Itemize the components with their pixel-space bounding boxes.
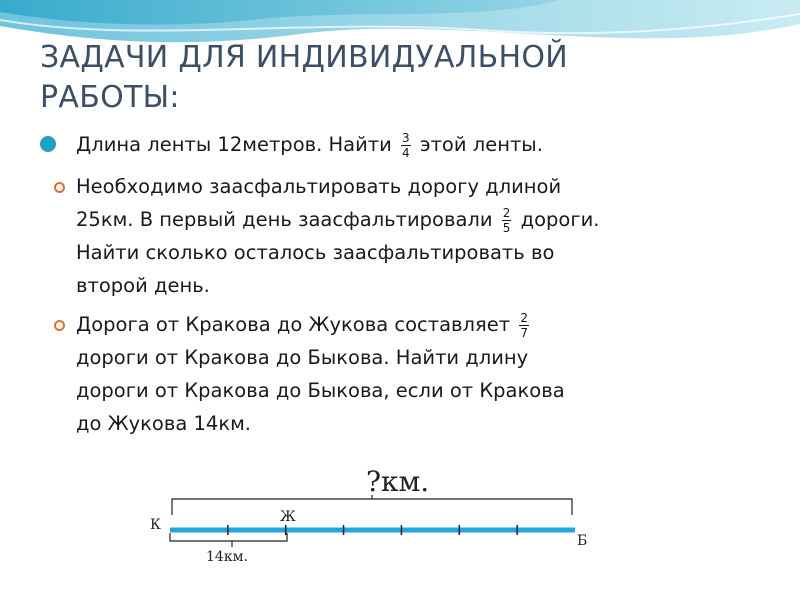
segment-brace [170, 533, 287, 547]
teal-bullet-icon [40, 136, 56, 152]
segment-length-label: 14км. [206, 549, 248, 565]
task-3-line-1 [52, 308, 565, 341]
fraction-denominator: 4 [402, 146, 410, 160]
task-item-3 [52, 308, 565, 440]
slide-title [40, 38, 760, 118]
task-2-text-b: 25км. В первый день заасфальтировали [76, 208, 493, 231]
fraction-numerator: 3 [402, 131, 410, 145]
task-3-line-4 [52, 407, 565, 440]
start-point-label: К [150, 517, 161, 533]
task-2-line-1 [52, 170, 599, 203]
task-2-text-a: Необходимо заасфальтировать дорогу длиной [76, 175, 562, 198]
fraction-numerator: 2 [502, 206, 511, 220]
task-3-text-a: Дорога от Кракова до Жукова составляет [76, 313, 511, 336]
task-2-line-2 [52, 203, 599, 236]
slide-title-line-1: ЗАДАЧИ ДЛЯ ИНДИВИДУАЛЬНОЙ [40, 40, 569, 75]
total-length-label: ?км. [366, 465, 430, 498]
task-1-text-b: этой ленты. [419, 133, 543, 156]
task-2-text-e: второй день. [76, 274, 210, 297]
task-3-text-b: дороги от Кракова до Быкова. Найти длину [76, 346, 529, 369]
task-2-text-c: дороги. [520, 208, 600, 231]
fraction-numerator: 2 [520, 311, 528, 325]
task-2-line-3 [52, 236, 599, 269]
task-2-line-4 [52, 269, 599, 302]
task-1-line-1 [52, 128, 543, 161]
circle-bullet-icon [54, 320, 65, 331]
fraction-2-7 [519, 312, 529, 339]
circle-bullet-icon [54, 182, 65, 193]
fraction-denominator: 5 [502, 221, 511, 235]
task-3-text-d: до Жукова 14км. [76, 412, 252, 435]
mid-point-label: Ж [280, 509, 296, 525]
fraction-3-4 [401, 132, 411, 159]
task-1-text-a: Длина ленты 12метров. Найти [76, 133, 392, 156]
slide-title-line-2: РАБОТЫ: [40, 80, 180, 115]
task-2-text-d: Найти сколько осталось заасфальтировать во [76, 241, 555, 264]
task-item-2 [52, 170, 599, 302]
task-3-line-3 [52, 374, 565, 407]
task-3-line-2 [52, 341, 565, 374]
task-item-1 [52, 128, 543, 161]
end-point-label: Б [577, 533, 588, 549]
segment-diagram [140, 455, 620, 585]
fraction-denominator: 7 [520, 326, 528, 340]
fraction-2-5 [502, 207, 512, 234]
task-3-text-c: дороги от Кракова до Быкова, если от Кракова [76, 379, 565, 402]
total-brace [172, 495, 572, 515]
